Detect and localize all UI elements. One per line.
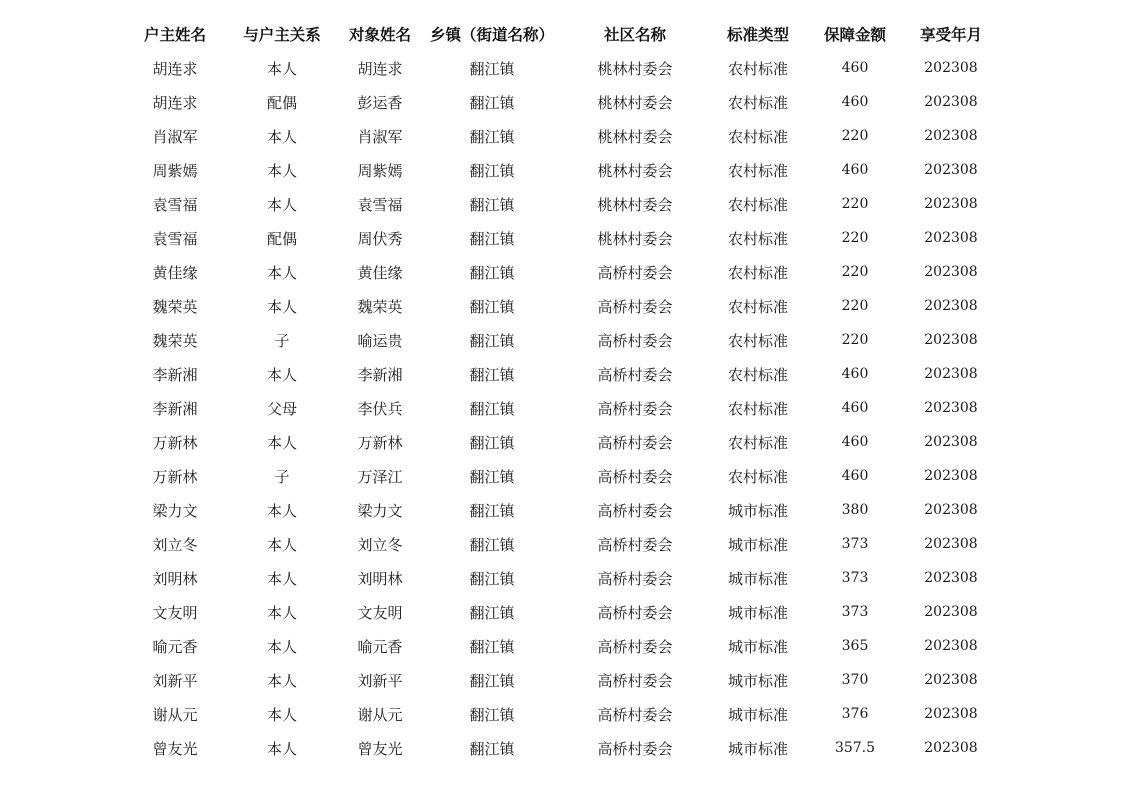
cell-relationship: 本人 (266, 671, 297, 690)
cell-township: 翻江镇 (469, 263, 515, 282)
cell-township: 翻江镇 (469, 467, 515, 486)
cell-township: 翻江镇 (469, 93, 515, 112)
cell-community: 高桥村委会 (597, 467, 673, 486)
cell-community: 高桥村委会 (597, 433, 673, 452)
cell-relationship: 本人 (266, 127, 297, 146)
cell-community: 高桥村委会 (597, 637, 673, 656)
cell-recipient-name: 万泽江 (357, 467, 403, 486)
cell-relationship: 本人 (266, 501, 297, 520)
cell-relationship: 配偶 (266, 229, 297, 248)
cell-recipient-name: 肖淑军 (357, 127, 403, 146)
cell-township: 翻江镇 (469, 671, 515, 690)
cell-community: 高桥村委会 (597, 365, 673, 384)
cell-householder-name: 李新湘 (152, 365, 198, 384)
cell-standard-type: 农村标准 (727, 467, 788, 486)
cell-month: 202308 (924, 536, 978, 552)
cell-standard-type: 城市标准 (727, 739, 788, 758)
header-township: 乡镇（街道名称） (429, 25, 554, 44)
cell-householder-name: 魏荣英 (152, 331, 198, 350)
table-row (0, 187, 1122, 221)
cell-community: 高桥村委会 (597, 263, 673, 282)
header-householder-name: 户主姓名 (143, 25, 206, 44)
cell-recipient-name: 袁雪福 (357, 195, 403, 214)
cell-township: 翻江镇 (469, 637, 515, 656)
cell-householder-name: 万新林 (152, 433, 198, 452)
cell-householder-name: 谢从元 (152, 705, 198, 724)
table-row (0, 629, 1122, 663)
table-row (0, 255, 1122, 289)
cell-amount: 376 (841, 706, 869, 722)
header-recipient-name: 对象姓名 (348, 25, 411, 44)
cell-month: 202308 (924, 740, 978, 756)
header-amount: 保障金额 (823, 25, 886, 44)
cell-householder-name: 刘立冬 (152, 535, 198, 554)
cell-month: 202308 (924, 230, 978, 246)
cell-month: 202308 (924, 604, 978, 620)
table-header-row (0, 17, 1122, 51)
cell-month: 202308 (924, 672, 978, 688)
header-standard-type: 标准类型 (726, 25, 789, 44)
cell-township: 翻江镇 (469, 127, 515, 146)
cell-recipient-name: 万新林 (357, 433, 403, 452)
header-month: 享受年月 (919, 25, 982, 44)
cell-amount: 460 (841, 468, 869, 484)
cell-amount: 380 (841, 502, 869, 518)
cell-relationship: 本人 (266, 637, 297, 656)
cell-householder-name: 胡连求 (152, 93, 198, 112)
cell-relationship: 本人 (266, 161, 297, 180)
cell-community: 桃林村委会 (597, 93, 673, 112)
cell-community: 桃林村委会 (597, 229, 673, 248)
cell-standard-type: 农村标准 (727, 195, 788, 214)
cell-amount: 220 (841, 298, 869, 314)
cell-community: 高桥村委会 (597, 569, 673, 588)
cell-recipient-name: 喻运贵 (357, 331, 403, 350)
cell-recipient-name: 刘明林 (357, 569, 403, 588)
cell-relationship: 本人 (266, 739, 297, 758)
cell-relationship: 本人 (266, 365, 297, 384)
table-body (0, 51, 1122, 765)
cell-amount: 370 (841, 672, 869, 688)
cell-month: 202308 (924, 570, 978, 586)
cell-recipient-name: 魏荣英 (357, 297, 403, 316)
cell-householder-name: 魏荣英 (152, 297, 198, 316)
cell-amount: 357.5 (834, 740, 876, 756)
cell-householder-name: 万新林 (152, 467, 198, 486)
cell-township: 翻江镇 (469, 365, 515, 384)
cell-month: 202308 (924, 128, 978, 144)
cell-community: 桃林村委会 (597, 59, 673, 78)
cell-standard-type: 城市标准 (727, 671, 788, 690)
cell-householder-name: 袁雪福 (152, 229, 198, 248)
cell-community: 高桥村委会 (597, 331, 673, 350)
cell-relationship: 配偶 (266, 93, 297, 112)
table-row (0, 221, 1122, 255)
cell-recipient-name: 曾友光 (357, 739, 403, 758)
cell-recipient-name: 喻元香 (357, 637, 403, 656)
cell-township: 翻江镇 (469, 331, 515, 350)
cell-relationship: 本人 (266, 433, 297, 452)
cell-recipient-name: 彭运香 (357, 93, 403, 112)
header-relationship: 与户主关系 (243, 25, 321, 44)
cell-amount: 220 (841, 196, 869, 212)
cell-month: 202308 (924, 298, 978, 314)
cell-amount: 365 (841, 638, 869, 654)
cell-relationship: 本人 (266, 569, 297, 588)
cell-standard-type: 农村标准 (727, 93, 788, 112)
cell-township: 翻江镇 (469, 569, 515, 588)
cell-relationship: 本人 (266, 603, 297, 622)
cell-standard-type: 农村标准 (727, 365, 788, 384)
cell-recipient-name: 文友明 (357, 603, 403, 622)
cell-recipient-name: 周紫嫣 (357, 161, 403, 180)
cell-standard-type: 农村标准 (727, 59, 788, 78)
table-row (0, 731, 1122, 765)
cell-recipient-name: 黄佳缘 (357, 263, 403, 282)
cell-township: 翻江镇 (469, 229, 515, 248)
header-community: 社区名称 (603, 25, 666, 44)
cell-township: 翻江镇 (469, 705, 515, 724)
table-row (0, 697, 1122, 731)
cell-month: 202308 (924, 366, 978, 382)
cell-amount: 460 (841, 400, 869, 416)
table-row (0, 289, 1122, 323)
cell-recipient-name: 刘立冬 (357, 535, 403, 554)
cell-recipient-name: 刘新平 (357, 671, 403, 690)
cell-community: 高桥村委会 (597, 297, 673, 316)
cell-householder-name: 胡连求 (152, 59, 198, 78)
cell-amount: 373 (841, 570, 869, 586)
cell-amount: 460 (841, 434, 869, 450)
cell-standard-type: 农村标准 (727, 229, 788, 248)
cell-standard-type: 农村标准 (727, 297, 788, 316)
cell-township: 翻江镇 (469, 195, 515, 214)
cell-standard-type: 农村标准 (727, 127, 788, 146)
cell-community: 高桥村委会 (597, 399, 673, 418)
cell-month: 202308 (924, 434, 978, 450)
cell-standard-type: 城市标准 (727, 603, 788, 622)
cell-householder-name: 黄佳缘 (152, 263, 198, 282)
cell-township: 翻江镇 (469, 501, 515, 520)
cell-relationship: 子 (274, 331, 290, 350)
cell-householder-name: 袁雪福 (152, 195, 198, 214)
table-row (0, 425, 1122, 459)
cell-township: 翻江镇 (469, 433, 515, 452)
cell-relationship: 本人 (266, 297, 297, 316)
cell-amount: 373 (841, 536, 869, 552)
cell-householder-name: 曾友光 (152, 739, 198, 758)
cell-month: 202308 (924, 638, 978, 654)
table-row (0, 119, 1122, 153)
table-row (0, 85, 1122, 119)
cell-community: 桃林村委会 (597, 161, 673, 180)
cell-relationship: 子 (274, 467, 290, 486)
cell-amount: 220 (841, 230, 869, 246)
cell-community: 高桥村委会 (597, 705, 673, 724)
cell-amount: 220 (841, 332, 869, 348)
cell-township: 翻江镇 (469, 603, 515, 622)
table-row (0, 459, 1122, 493)
cell-month: 202308 (924, 162, 978, 178)
cell-relationship: 本人 (266, 535, 297, 554)
cell-recipient-name: 李新湘 (357, 365, 403, 384)
table-row (0, 595, 1122, 629)
table-row (0, 561, 1122, 595)
cell-standard-type: 城市标准 (727, 705, 788, 724)
cell-recipient-name: 周伏秀 (357, 229, 403, 248)
cell-community: 桃林村委会 (597, 195, 673, 214)
cell-community: 高桥村委会 (597, 671, 673, 690)
cell-month: 202308 (924, 94, 978, 110)
cell-community: 高桥村委会 (597, 535, 673, 554)
cell-recipient-name: 胡连求 (357, 59, 403, 78)
cell-township: 翻江镇 (469, 59, 515, 78)
cell-standard-type: 农村标准 (727, 433, 788, 452)
cell-amount: 220 (841, 128, 869, 144)
cell-month: 202308 (924, 400, 978, 416)
cell-standard-type: 城市标准 (727, 637, 788, 656)
cell-month: 202308 (924, 60, 978, 76)
table-row (0, 663, 1122, 697)
cell-community: 高桥村委会 (597, 603, 673, 622)
cell-relationship: 本人 (266, 195, 297, 214)
cell-month: 202308 (924, 332, 978, 348)
table-row (0, 51, 1122, 85)
table-row (0, 357, 1122, 391)
table-row (0, 493, 1122, 527)
cell-standard-type: 农村标准 (727, 399, 788, 418)
cell-householder-name: 李新湘 (152, 399, 198, 418)
cell-township: 翻江镇 (469, 399, 515, 418)
cell-householder-name: 文友明 (152, 603, 198, 622)
cell-community: 高桥村委会 (597, 501, 673, 520)
cell-amount: 460 (841, 366, 869, 382)
table-row (0, 527, 1122, 561)
cell-amount: 220 (841, 264, 869, 280)
table-row (0, 323, 1122, 357)
cell-standard-type: 城市标准 (727, 501, 788, 520)
cell-community: 桃林村委会 (597, 127, 673, 146)
cell-amount: 460 (841, 60, 869, 76)
cell-relationship: 父母 (266, 399, 297, 418)
cell-relationship: 本人 (266, 59, 297, 78)
cell-standard-type: 城市标准 (727, 535, 788, 554)
cell-standard-type: 农村标准 (727, 263, 788, 282)
cell-township: 翻江镇 (469, 161, 515, 180)
cell-householder-name: 肖淑军 (152, 127, 198, 146)
data-table (0, 17, 1122, 765)
cell-recipient-name: 梁力文 (357, 501, 403, 520)
cell-recipient-name: 李伏兵 (357, 399, 403, 418)
cell-standard-type: 农村标准 (727, 331, 788, 350)
cell-householder-name: 梁力文 (152, 501, 198, 520)
cell-householder-name: 刘新平 (152, 671, 198, 690)
cell-township: 翻江镇 (469, 297, 515, 316)
table-row (0, 391, 1122, 425)
cell-householder-name: 周紫嫣 (152, 161, 198, 180)
cell-month: 202308 (924, 264, 978, 280)
cell-standard-type: 城市标准 (727, 569, 788, 588)
cell-standard-type: 农村标准 (727, 161, 788, 180)
cell-month: 202308 (924, 468, 978, 484)
cell-householder-name: 刘明林 (152, 569, 198, 588)
cell-month: 202308 (924, 706, 978, 722)
cell-month: 202308 (924, 196, 978, 212)
cell-relationship: 本人 (266, 705, 297, 724)
table-row (0, 153, 1122, 187)
cell-township: 翻江镇 (469, 535, 515, 554)
cell-amount: 460 (841, 162, 869, 178)
cell-householder-name: 喻元香 (152, 637, 198, 656)
cell-township: 翻江镇 (469, 739, 515, 758)
cell-month: 202308 (924, 502, 978, 518)
cell-amount: 460 (841, 94, 869, 110)
cell-amount: 373 (841, 604, 869, 620)
cell-community: 高桥村委会 (597, 739, 673, 758)
cell-recipient-name: 谢从元 (357, 705, 403, 724)
cell-relationship: 本人 (266, 263, 297, 282)
